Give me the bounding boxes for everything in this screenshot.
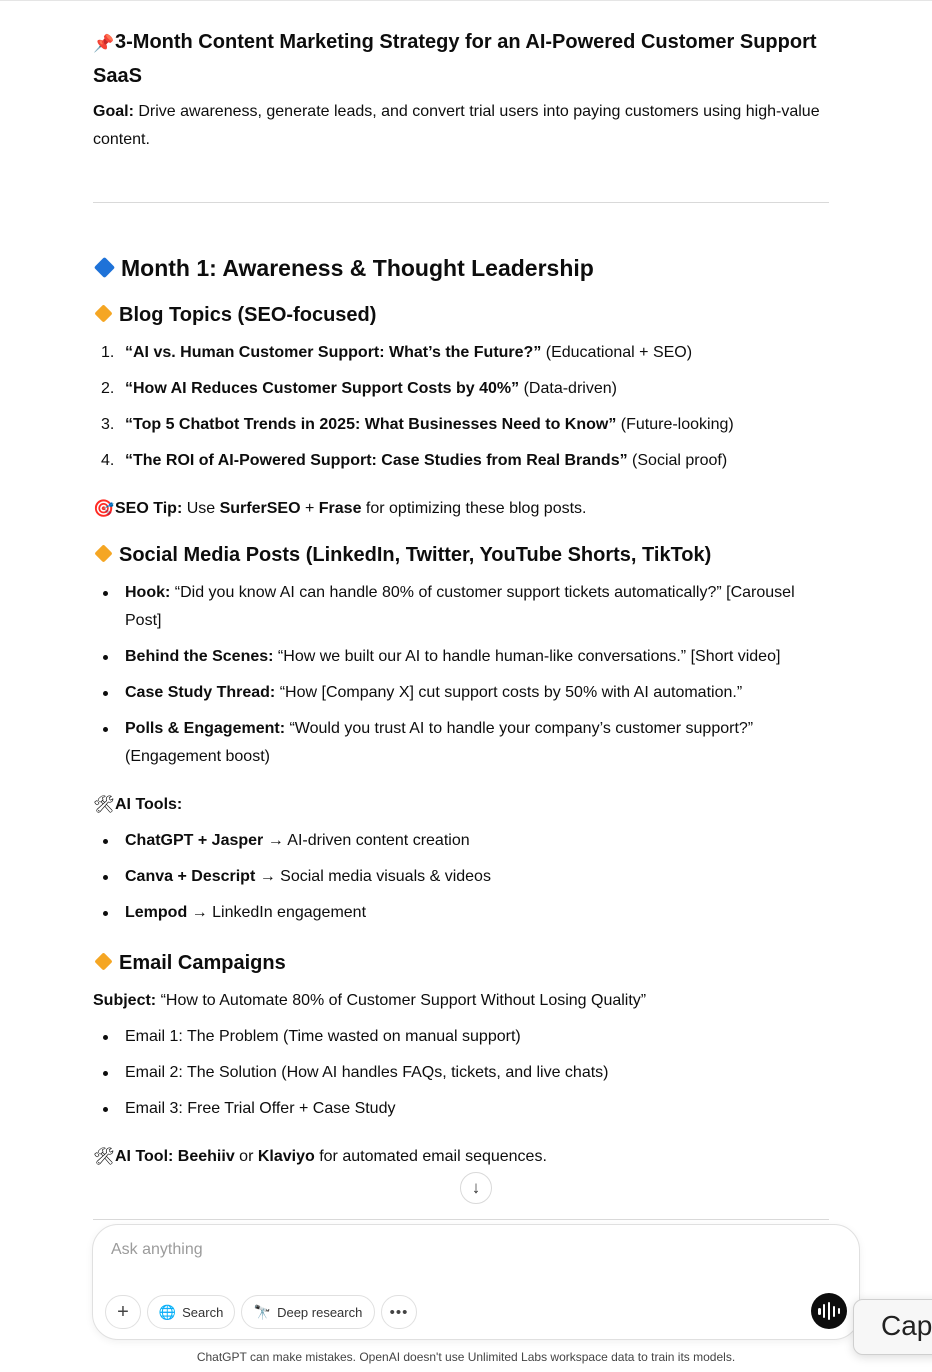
more-options-button[interactable] (381, 1295, 417, 1329)
target-icon: 🎯 (93, 499, 115, 518)
prompt-input[interactable]: Ask anything (111, 1241, 203, 1258)
globe-icon: 🌐 (158, 1303, 177, 1320)
bullet (103, 875, 108, 880)
bullet (103, 1071, 108, 1076)
seo-tip: 🎯SEO Tip: Use SurferSEO + Frase for optimizing these blog posts. (93, 495, 586, 523)
email-ai-tool: 🛠AI Tool: Beehiiv or Klaviyo for automated email sequences. (93, 1143, 547, 1171)
orange-diamond-icon (94, 544, 112, 562)
tools-icon: 🛠 (93, 1147, 115, 1166)
blue-diamond-icon (94, 257, 115, 278)
ellipsis-icon: ••• (389, 1303, 409, 1321)
page-title: 📌3-Month Content Marketing Strategy for an AI-Powered Customer Support SaaS (93, 26, 833, 92)
goal-paragraph (93, 98, 823, 154)
add-attachment-button[interactable] (105, 1295, 141, 1329)
section-divider (93, 202, 829, 203)
social-heading: Social Media Posts (LinkedIn, Twitter, YouTube Shorts, TikTok) (93, 540, 711, 570)
tools-icon: 🛠 (93, 795, 115, 814)
search-button[interactable]: 🌐 Search (147, 1295, 235, 1329)
disclaimer-footer: ChatGPT can make mistakes. OpenAI doesn't use Unlimited Labs workspace data to train its models. (196, 1350, 736, 1364)
blog-topics-heading: Blog Topics (SEO-focused) (93, 300, 376, 330)
orange-diamond-icon (94, 304, 112, 322)
bullet (103, 911, 108, 916)
bullet (103, 655, 108, 660)
goal-label: Goal: (93, 103, 134, 120)
email-heading: Email Campaigns (93, 948, 286, 978)
goal-text: Drive awareness, generate leads, and convert trial users into paying customers using high-value content. (93, 103, 820, 148)
pushpin-icon: 📌 (93, 34, 115, 53)
email-subject: Subject: “How to Automate 80% of Customer Support Without Losing Quality” (93, 992, 647, 1009)
top-border (0, 0, 932, 1)
arrow-down-icon: ↓ (471, 1178, 481, 1197)
plus-icon: + (117, 1300, 129, 1323)
bullet (103, 691, 108, 696)
bullet (103, 1107, 108, 1112)
orange-diamond-icon (94, 952, 112, 970)
scroll-to-bottom-button[interactable] (460, 1172, 492, 1204)
capture-tooltip[interactable]: Cap (853, 1299, 932, 1355)
bullet (103, 727, 108, 732)
deep-research-button[interactable]: 🔭 Deep research (241, 1295, 375, 1329)
bullet (103, 591, 108, 596)
month1-heading: Month 1: Awareness & Thought Leadership (93, 252, 594, 284)
composer-divider (93, 1219, 829, 1220)
bullet (103, 1035, 108, 1040)
ai-tools-label: 🛠AI Tools: (93, 791, 182, 819)
telescope-icon: 🔭 (253, 1303, 272, 1320)
voice-mode-button[interactable] (811, 1293, 847, 1329)
bullet (103, 839, 108, 844)
chat-composer[interactable] (92, 1224, 860, 1340)
